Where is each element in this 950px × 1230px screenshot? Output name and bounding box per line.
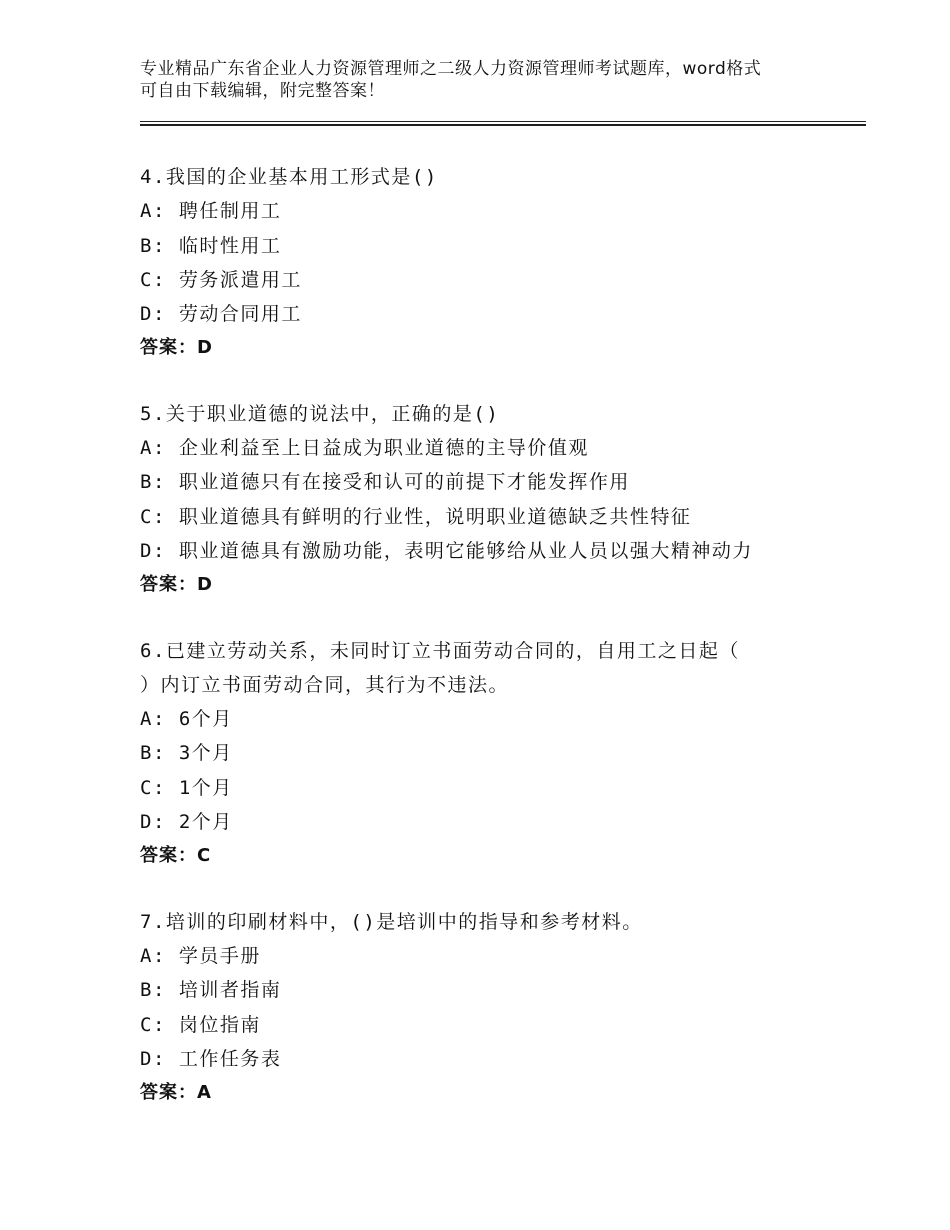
option-c: C: 1个月 [140, 776, 233, 799]
option-b: B: 3个月 [140, 742, 233, 765]
header-divider [140, 121, 866, 126]
question-5 [140, 397, 860, 603]
option-d: D: 职业道德具有激励功能，表明它能够给从业人员以强大精神动力 [140, 539, 753, 562]
option-b: B: 职业道德只有在接受和认可的前提下才能发挥作用 [140, 471, 630, 494]
question-stem [140, 160, 860, 194]
option-b: B: 临时性用工 [140, 234, 282, 257]
header-line-1: 专业精品广东省企业人力资源管理师之二级人力资源管理师考试题库，word格式 [140, 59, 762, 79]
option-c: C: 职业道德具有鲜明的行业性，说明职业道德缺乏共性特征 [140, 505, 692, 528]
question-stem-line: 4.我国的企业基本用工形式是() [140, 166, 438, 188]
option-b: B: 培训者指南 [140, 979, 282, 1002]
question-list [140, 160, 860, 1141]
question-6 [140, 634, 860, 874]
option-d: D: 2个月 [140, 811, 233, 834]
document-header [140, 58, 820, 102]
option-a: A: 企业利益至上日益成为职业道德的主导价值观 [140, 437, 589, 460]
header-line-2: 可自由下载编辑，附完整答案！ [140, 81, 385, 101]
option-d: D: 劳动合同用工 [140, 303, 302, 326]
question-stem-line: 5.关于职业道德的说法中，正确的是() [140, 402, 500, 425]
answer-line: 答案：D [140, 574, 213, 596]
option-a: A: 聘任制用工 [140, 200, 282, 223]
answer-line: 答案：A [140, 1082, 212, 1104]
option-a: A: 学员手册 [140, 944, 261, 967]
question-stem [140, 634, 860, 703]
question-stem-line: 7.培训的印刷材料中，()是培训中的指导和参考材料。 [140, 910, 643, 933]
option-c: C: 岗位指南 [140, 1013, 261, 1036]
option-c: C: 劳务派遣用工 [140, 268, 302, 291]
question-4 [140, 160, 860, 366]
question-stem [140, 905, 860, 939]
question-7 [140, 905, 860, 1111]
question-stem-line: 6.已建立劳动关系，未同时订立书面劳动合同的，自用工之日起（ [140, 639, 740, 662]
answer-line: 答案：D [140, 337, 213, 359]
option-a: A: 6个月 [140, 708, 233, 731]
question-stem-line: ）内订立书面劳动合同，其行为不违法。 [140, 673, 510, 696]
answer-line: 答案：C [140, 845, 212, 867]
question-stem [140, 397, 860, 431]
option-d: D: 工作任务表 [140, 1047, 282, 1070]
